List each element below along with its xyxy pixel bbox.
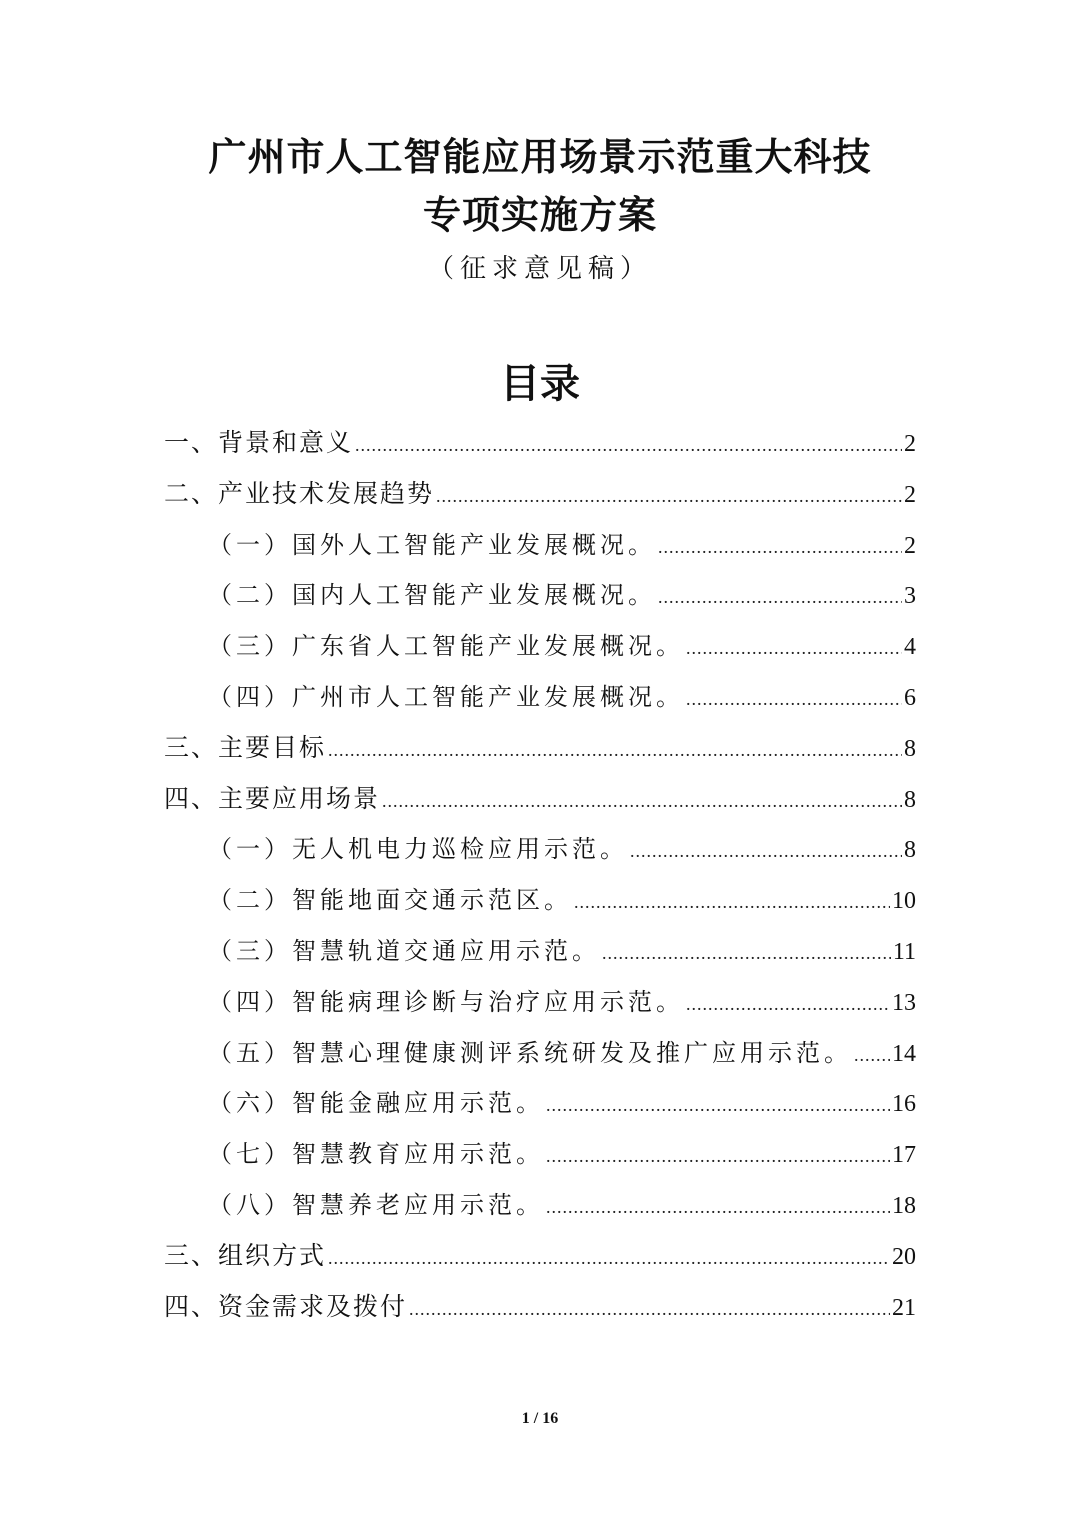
toc-entry[interactable] <box>164 774 916 825</box>
toc-entry-page: 10 <box>892 888 916 915</box>
toc-subentry[interactable] <box>164 1129 916 1180</box>
toc-subentry[interactable] <box>164 1028 916 1079</box>
toc-entry-text: 四、主要应用场景 <box>164 783 381 813</box>
toc-leader-dots <box>658 572 902 623</box>
toc-entry-text: （三）广东省人工智能产业发展概况。 <box>208 632 684 661</box>
toc-entry-page: 8 <box>904 837 916 864</box>
title-block <box>0 128 1080 294</box>
toc-subentry[interactable] <box>164 875 916 926</box>
toc-leader-dots <box>546 1182 890 1233</box>
toc-entry-page: 11 <box>892 938 916 965</box>
toc-entry-page: 18 <box>892 1192 916 1219</box>
toc-entry-page: 13 <box>892 989 916 1016</box>
toc-entry-text: 二、产业技术发展趋势 <box>164 478 435 508</box>
toc-subentry[interactable] <box>164 621 916 672</box>
toc-leader-dots <box>686 979 890 1030</box>
toc-entry-text: （四）智能病理诊断与治疗应用示范。 <box>208 987 684 1016</box>
toc-entry-page: 6 <box>904 684 916 711</box>
toc-leader-dots <box>382 776 902 827</box>
toc-leader-dots <box>355 420 902 471</box>
toc-leader-dots <box>574 877 890 928</box>
toc-leader-dots <box>854 1030 890 1081</box>
toc-entry-text: （二）智能地面交通示范区。 <box>208 886 572 915</box>
toc-entry[interactable] <box>164 1231 916 1282</box>
toc-leader-dots <box>546 1080 890 1131</box>
toc-leader-dots <box>328 1233 890 1284</box>
toc-entry-page: 2 <box>904 481 916 508</box>
page-number-footer: 1 / 16 <box>521 1410 559 1427</box>
document-title-line-1: 广州市人工智能应用场景示范重大科技 <box>208 134 872 179</box>
toc-subentry[interactable] <box>164 1078 916 1129</box>
toc-subentry[interactable] <box>164 520 916 571</box>
toc-entry-text: （二）国内人工智能产业发展概况。 <box>208 581 656 610</box>
toc-entry-page: 21 <box>892 1294 916 1321</box>
toc-subentry[interactable] <box>164 570 916 621</box>
toc-entry-text: （四）广州市人工智能产业发展概况。 <box>208 682 684 711</box>
toc-entry-page: 4 <box>904 634 916 661</box>
toc-entry-text: （三）智慧轨道交通应用示范。 <box>208 936 600 965</box>
toc-entry[interactable] <box>164 723 916 774</box>
toc-heading: 目录 <box>500 360 580 407</box>
document-subtitle: （征求意见稿） <box>427 254 652 284</box>
toc-entry-text: 三、组织方式 <box>164 1240 327 1270</box>
toc-entry-page: 17 <box>892 1142 916 1169</box>
document-title-line-2: 专项实施方案 <box>422 192 657 237</box>
toc-entry-text: 三、主要目标 <box>164 732 327 762</box>
toc-leader-dots <box>686 623 902 674</box>
toc-leader-dots <box>630 826 902 877</box>
toc-subentry[interactable] <box>164 926 916 977</box>
toc-entry-text: 一、背景和意义 <box>164 428 354 457</box>
toc-leader-dots <box>409 1284 890 1335</box>
toc-leader-dots <box>436 471 902 522</box>
toc-entry-page: 14 <box>892 1040 916 1067</box>
toc-entry-text: 四、资金需求及拨付 <box>164 1291 408 1321</box>
toc-entry[interactable] <box>164 418 916 469</box>
toc-entry-page: 2 <box>904 532 916 559</box>
toc-leader-dots <box>658 522 902 573</box>
toc-leader-dots <box>546 1131 890 1182</box>
table-of-contents <box>164 418 916 1332</box>
toc-entry-page: 3 <box>904 583 916 610</box>
toc-leader-dots <box>328 725 902 776</box>
toc-entry-text: （七）智慧教育应用示范。 <box>208 1140 544 1169</box>
toc-entry-page: 8 <box>904 735 916 762</box>
toc-entry[interactable] <box>164 469 916 520</box>
toc-leader-dots <box>602 928 891 979</box>
toc-entry-page: 2 <box>904 431 916 457</box>
toc-entry-text: （六）智能金融应用示范。 <box>208 1089 544 1118</box>
toc-entry-page: 20 <box>892 1243 916 1270</box>
toc-subentry[interactable] <box>164 824 916 875</box>
toc-entry-text: （八）智慧养老应用示范。 <box>208 1190 544 1219</box>
toc-subentry[interactable] <box>164 672 916 723</box>
toc-entry-page: 8 <box>904 786 916 813</box>
toc-entry-text: （五）智慧心理健康测评系统研发及推广应用示范。 <box>208 1038 852 1067</box>
toc-subentry[interactable] <box>164 1180 916 1231</box>
toc-subentry[interactable] <box>164 977 916 1028</box>
toc-entry-page: 16 <box>892 1091 916 1118</box>
toc-entry[interactable] <box>164 1282 916 1333</box>
toc-leader-dots <box>686 674 902 725</box>
toc-entry-text: （一）无人机电力巡检应用示范。 <box>208 835 628 864</box>
toc-entry-text: （一）国外人工智能产业发展概况。 <box>208 530 656 559</box>
